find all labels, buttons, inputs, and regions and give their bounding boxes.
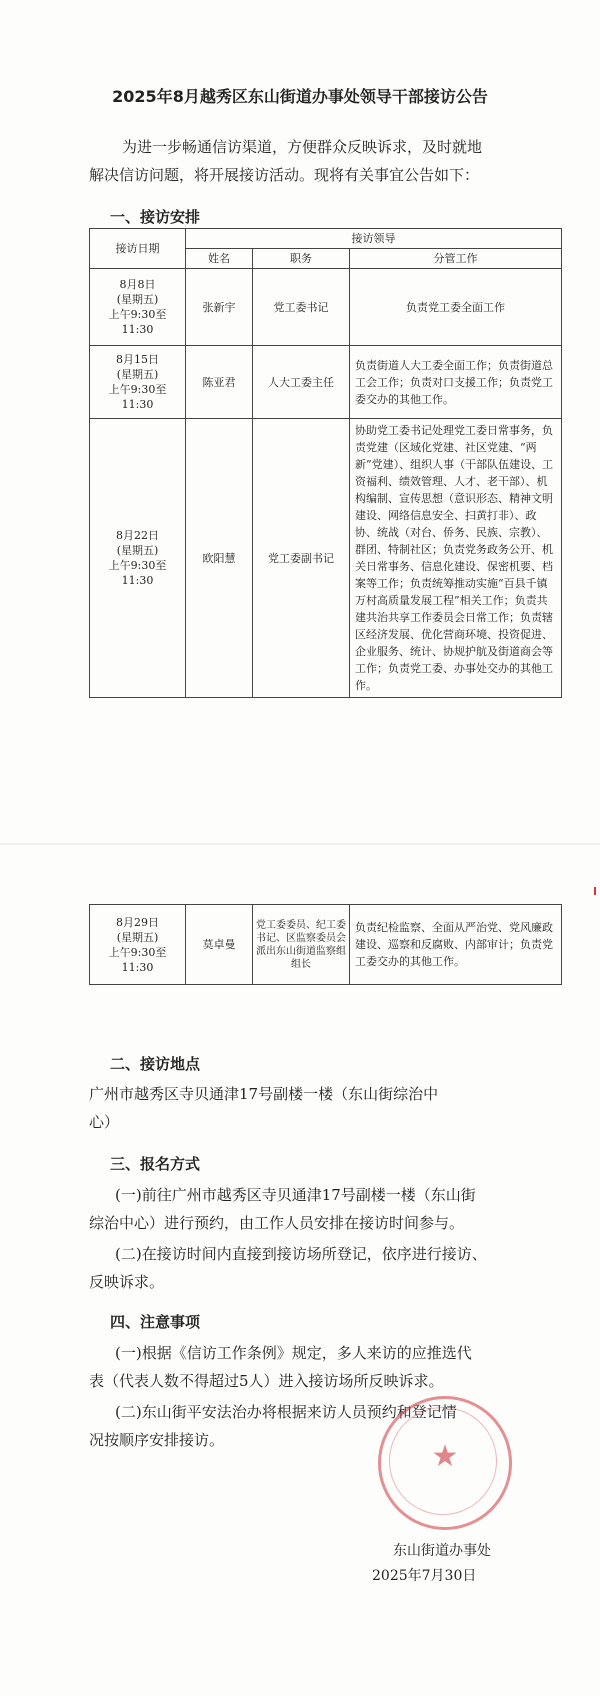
note-2-line-2: 况按顺序安排接访。	[89, 1431, 225, 1449]
row-duty: 负责街道人大工委全面工作；负责街道总工会工作；负责对口支援工作；负责党工委交办的其他工作。	[350, 346, 562, 419]
row-duty: 协助党工委书记处理党工委日常事务，负责党建（区域化党建、社区党建、“两新”党建）、组织人事（干部队伍建设、工资福利、绩效管理、人才、老干部）、机构编制、宣传思想（意识形态、精神文明建设、网络信息安全、扫黄打非）、政协、统战（对台、侨务、民族、宗教）、群团、特制社区；负责党务政务公开、机关日常事务、信息化建设、保密机要、档案等工作；负责统筹推动实施“百县千镇万村高质量发展工程”相关工作；负责共建共治共享工作委员会日常工作；负责辖区经济发展、优化营商环境、投资促进、企业服务、统计、协规护航及街道商会等工作；负责党工委、办事处交办的其他工作。	[350, 419, 562, 698]
date: 8月8日	[119, 278, 156, 291]
header-leader: 接访领导	[186, 229, 562, 249]
edge-mark	[594, 887, 596, 895]
header-date: 接访日期	[90, 229, 186, 269]
row-title: 党工委书记	[253, 269, 350, 346]
intro-line-2: 解决信访问题，将开展接访活动。现将有关事宜公告如下：	[89, 166, 480, 184]
row-name: 张新宇	[186, 269, 253, 346]
weekday: (星期五)	[116, 930, 159, 944]
note-1-line-1: (一)根据《信访工作条例》规定，多人来访的应推选代	[115, 1344, 472, 1362]
note-1-line-2: 表（代表人数不得超过5人）进入接访场所反映诉求。	[89, 1372, 444, 1390]
signer: 东山街道办事处	[393, 1543, 491, 1559]
table-row	[90, 269, 562, 346]
seal-star-icon: ★	[431, 1439, 459, 1474]
registration-2-line-2: 反映诉求。	[89, 1273, 165, 1291]
section-heading-arrangement: 一、接访安排	[110, 208, 201, 226]
intro-line-1: 为进一步畅通信访渠道，方便群众反映诉求，及时就地	[122, 138, 483, 156]
schedule-table	[89, 228, 562, 698]
section-heading-notes: 四、注意事项	[110, 1313, 201, 1331]
row-title: 党工委委员、纪工委书记、区监察委员会派出东山街道监察组组长	[253, 905, 350, 985]
location-line-2: 心）	[89, 1113, 120, 1131]
table-row	[90, 419, 562, 698]
time: 上午9:30至11:30	[108, 308, 167, 336]
date: 8月22日	[116, 529, 159, 542]
row-title: 人大工委主任	[253, 346, 350, 419]
note-2-line-1: (二)东山街平安法治办将根据来访人员预约和登记情	[115, 1403, 457, 1421]
row-name: 陈亚君	[186, 346, 253, 419]
document-title: 2025年8月越秀区东山街道办事处领导干部接访公告	[112, 87, 488, 106]
registration-1-line-2: 综治中心）进行预约，由工作人员安排在接访时间参与。	[89, 1214, 465, 1232]
row-name: 莫卓曼	[186, 905, 253, 985]
location-line-1: 广州市越秀区寺贝通津17号副楼一楼（东山街综治中	[89, 1085, 439, 1103]
row-name: 欧阳慧	[186, 419, 253, 698]
row-date	[90, 269, 186, 346]
table-row	[90, 905, 562, 985]
table-row	[90, 346, 562, 419]
date: 8月15日	[116, 353, 159, 366]
row-date	[90, 419, 186, 698]
time: 上午9:30至11:30	[108, 945, 167, 974]
header-title: 职务	[253, 249, 350, 269]
row-duty: 负责党工委全面工作	[350, 269, 562, 346]
date: 8月29日	[116, 915, 159, 929]
schedule-table-continued	[89, 904, 562, 985]
time: 上午9:30至11:30	[108, 559, 167, 587]
row-title: 党工委副书记	[253, 419, 350, 698]
sign-date: 2025年7月30日	[372, 1568, 477, 1584]
row-date	[90, 905, 186, 985]
weekday: (星期五)	[116, 368, 159, 381]
official-seal	[378, 1396, 512, 1530]
row-duty: 负责纪检监察、全面从严治党、党风廉政建设、巡察和反腐败、内部审计；负责党工委交办的其他工作。	[350, 905, 562, 985]
registration-2-line-1: (二)在接访时间内直接到接访场所登记，依序进行接访、	[115, 1245, 487, 1263]
weekday: (星期五)	[116, 293, 159, 306]
header-name: 姓名	[186, 249, 253, 269]
weekday: (星期五)	[116, 544, 159, 557]
registration-1-line-1: (一)前往广州市越秀区寺贝通津17号副楼一楼（东山街	[115, 1186, 476, 1204]
row-date	[90, 346, 186, 419]
section-heading-registration: 三、报名方式	[110, 1155, 201, 1173]
section-heading-location: 二、接访地点	[110, 1055, 201, 1073]
header-duty: 分管工作	[350, 249, 562, 269]
time: 上午9:30至11:30	[108, 383, 167, 411]
